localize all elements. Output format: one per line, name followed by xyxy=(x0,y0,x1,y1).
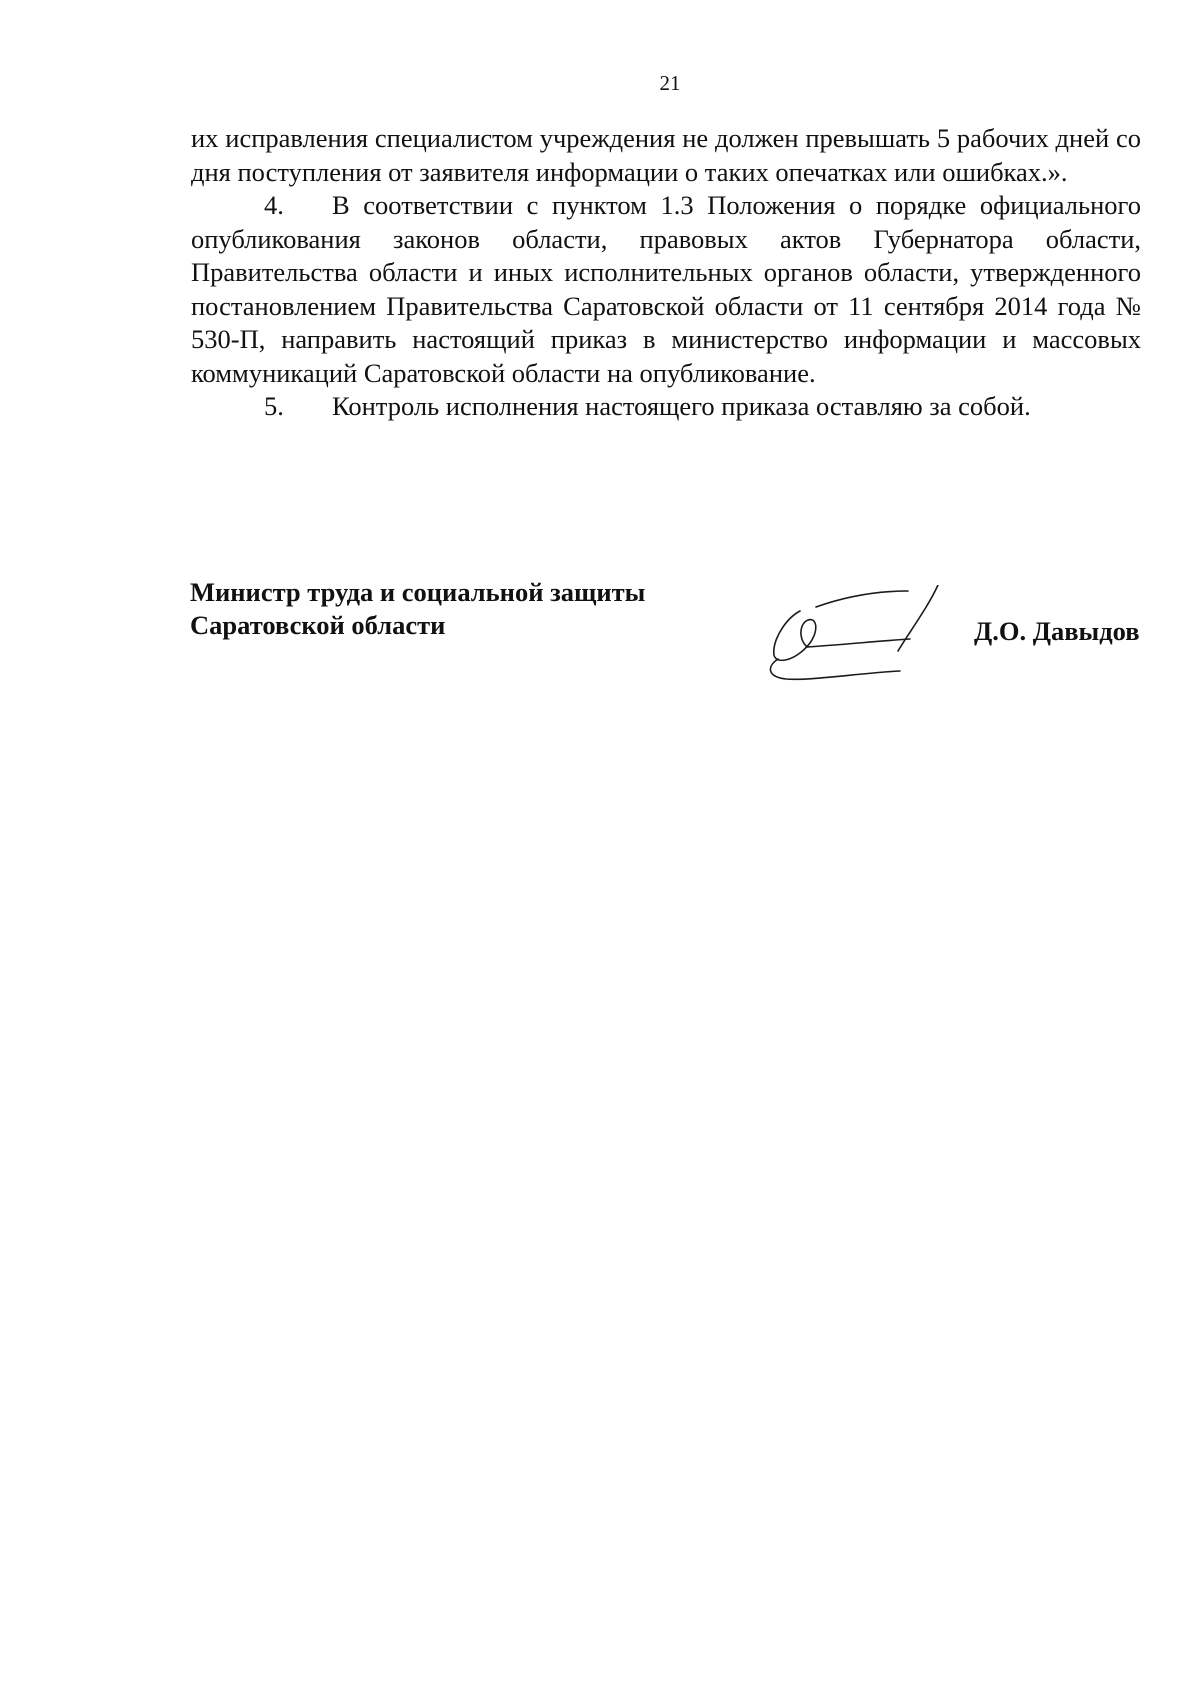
signatory-position-line-1: Министр труда и социальной защиты xyxy=(190,577,646,607)
paragraph-item-5 xyxy=(191,390,1141,424)
document-body xyxy=(191,122,1141,424)
signatory-name: Д.О. Давыдов xyxy=(974,616,1140,646)
item-4-text: В соответствии с пунктом 1.3 Положения о порядке официального опубликования законов области, правовых актов Губернатора области, Правительства области и иных исполнительных органов области, утвержденного постановлением Правительства Саратовской области от 11 сентября 2014 года № 530-П, направить настоящий приказ в министерство информации и массовых коммуникаций Саратовской области на опубликование. xyxy=(191,190,1141,388)
handwritten-signature xyxy=(760,585,1000,695)
signatory-position-line-2: Саратовской области xyxy=(190,610,446,640)
paragraph-continuation: их исправления специалистом учреждения не должен превышать 5 рабочих дней со дня поступления от заявителя информации о таких опечатках или ошибках.». xyxy=(191,123,1141,187)
item-4-number: 4. xyxy=(264,190,284,220)
signatory-position xyxy=(190,576,645,642)
paragraph-item-4 xyxy=(191,189,1141,390)
page-number: 21 xyxy=(659,71,681,95)
item-5-text: Контроль исполнения настоящего приказа оставляю за собой. xyxy=(332,391,1031,421)
item-5-number: 5. xyxy=(264,391,284,421)
